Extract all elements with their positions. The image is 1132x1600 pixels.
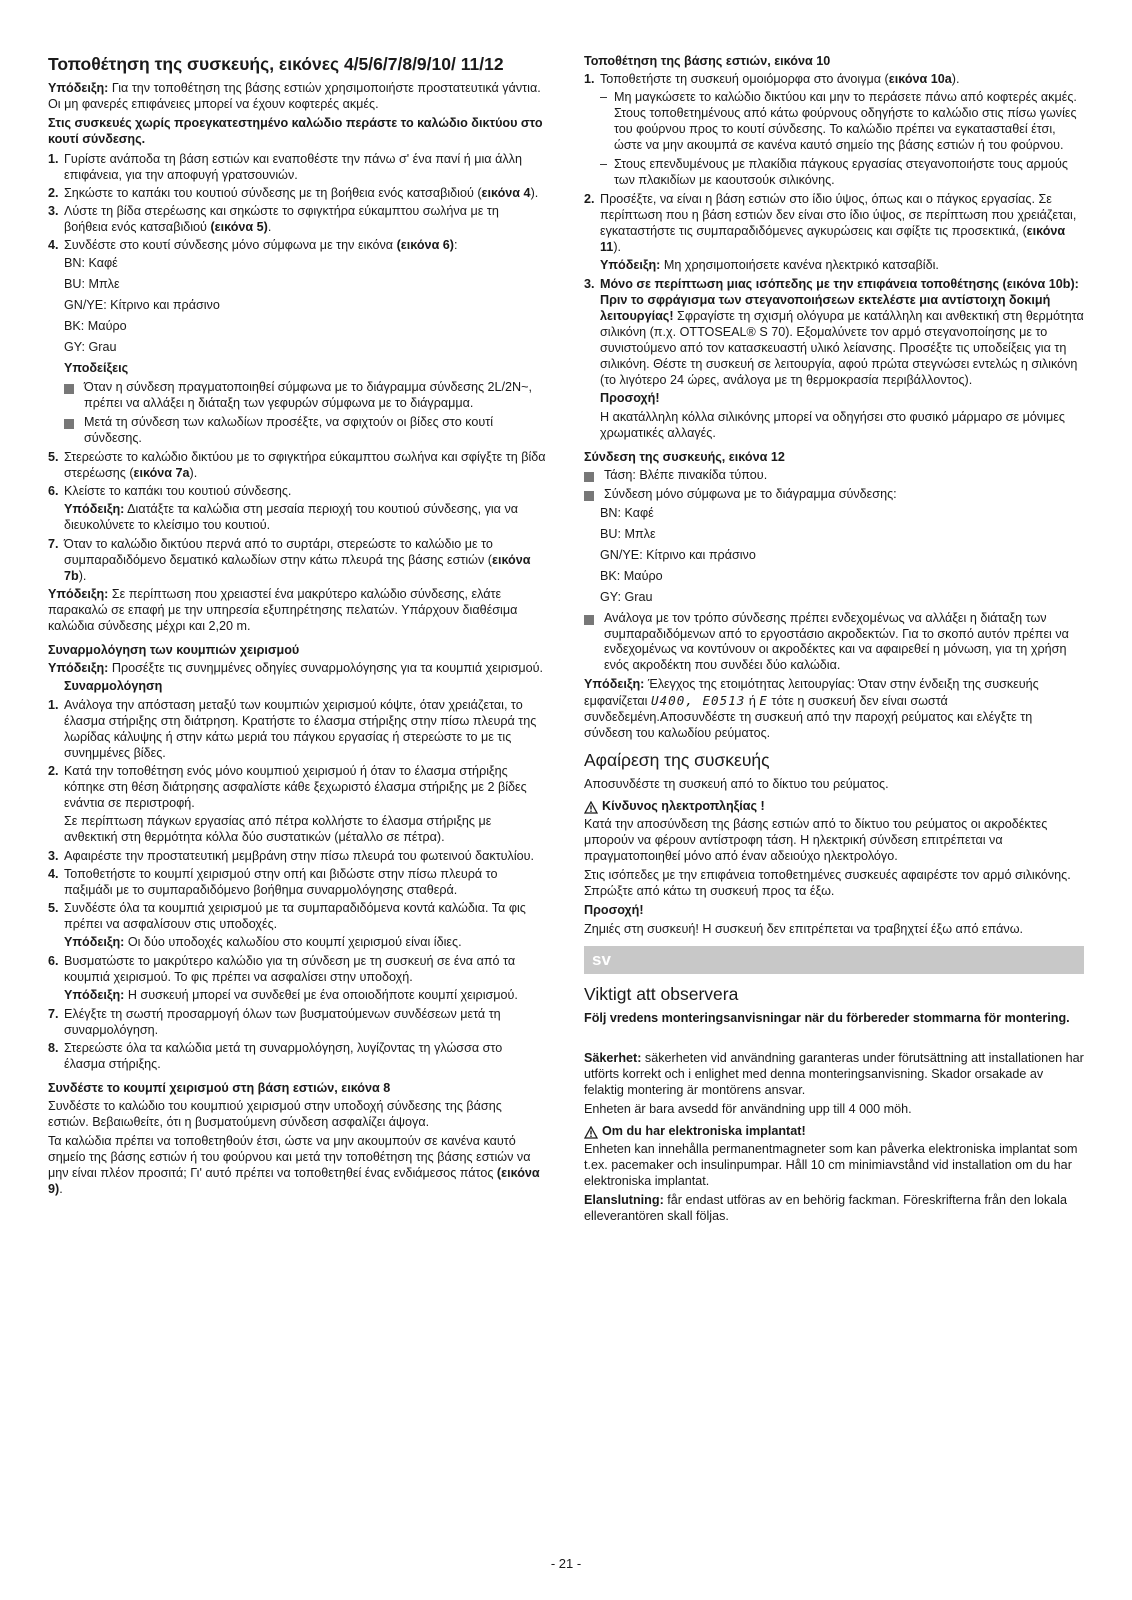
step-6: 6. Κλείστε το καπάκι του κουτιού σύνδεσης. bbox=[48, 483, 292, 498]
wire-item: GN/YE: Κίτρινο και πράσινο bbox=[64, 297, 220, 312]
base-step-2: 2. Προσέξτε, να είναι η βάση εστιών στο ίδιο ύψος, όπως και ο πάγκος εργασίας. Σε περίπτωση που η βάση εστιών δεν είναι στο ίδιο ύψος, σε περίπτωση που χρειάζεται, εγκαταστήστε τις συμπαραδιδόμενες αγκυρώσεις και σφίξτε τις προσεκτικά, (εικόνα 11). bbox=[584, 191, 1077, 254]
step-3: 3. Λύστε τη βίδα στερέωσης και σηκώστε το σφιγκτήρα εύκαμπτου σωλήνα με τη βοήθεια ενός κατσαβιδιού (εικόνα 5). bbox=[48, 203, 499, 234]
assembly-step-8: 8. Στερεώστε όλα τα καλώδια μετά τη συναρμολόγηση, λυγίζοντας τη γλώσσα στο έλασμα στήριξης. bbox=[48, 1041, 503, 1072]
error-e-display: E bbox=[759, 693, 768, 709]
square-bullet-icon bbox=[64, 384, 74, 394]
language-bar-sv: sv bbox=[584, 946, 1084, 974]
dash-item: – Μη μαγκώσετε το καλώδιο δικτύου και μην το περάσετε πάνω από κοφτερές ακμές. Στους τοποθετημένους από κάτω φούρνους οδηγήστε το καλώδιο στις πίσω γωνίες του φούρνου προς το κουτί σύνδεσης. Το καλώδιο πρέπει να εγκατασταθεί έτσι, ώστε να μην ακουμπά σε κανένα καυτό σημείο της βάσης εστιών ή του φούρνου. bbox=[600, 89, 1077, 152]
heading-base-install: Τοποθέτηση της βάσης εστιών, εικόνα 10 bbox=[584, 54, 831, 68]
assembly-step-1: 1. Ανάλογα την απόσταση μεταξύ των κουμπιών χειρισμού κόψτε, όταν χρειάζεται, το έλασμα στήριξης στη διάτρηση. Κρατήστε το έλασμα στήριξης στην πίσω πλευρά της λωρίδας κάλυψης ή στην κάτω μεριά του πάγκου εργασίας ή στερεώστε το με τις συνημμένες βίδες. bbox=[48, 698, 537, 761]
assembly-step-5: 5. Συνδέστε όλα τα κουμπιά χειρισμού με τα συμπαραδιδόμενα κοντά καλώδια. Τα φις πρέπει να ασφαλίσουν στις υποδοχές. bbox=[48, 901, 526, 932]
sv-title: Viktigt att observera bbox=[584, 984, 739, 1005]
warning-triangle-icon bbox=[584, 801, 598, 814]
bold-intro: Στις συσκευές χωρίς προεγκατεστημένο καλώδιο περάστε το καλώδιο δικτύου στο κουτί σύνδεσης. bbox=[48, 115, 543, 146]
wire-colors-right bbox=[584, 506, 1084, 606]
sv-altitude: Enheten är bara avsedd för användning upp till 4 000 möh. bbox=[584, 1102, 912, 1117]
note-bullet: Μετά τη σύνδεση των καλωδίων προσέξτε, να σφιχτούν οι βίδες στο κουτί σύνδεσης. bbox=[48, 415, 546, 447]
sv-bold-intro: Följ vredens monteringsanvisningar när du förbereder stommarna för montering. bbox=[584, 1011, 1070, 1026]
assembly-step-4: 4. Τοποθετήστε το κουμπί χειρισμού στην οπή και βιδώστε στην πίσω πλευρά το παξιμάδι με το συμπαραδιδόμενο βοήθημα συναρμολόγησης σταθερά. bbox=[48, 867, 498, 898]
heading-control-knobs: Συναρμολόγηση των κουμπιών χειρισμού bbox=[48, 642, 300, 657]
square-bullet-icon bbox=[584, 615, 594, 625]
wire-item: BK: Μαύρο bbox=[64, 318, 127, 333]
step-6-note: Υπόδειξη: Διατάξτε τα καλώδια στη μεσαία περιοχή του κουτιού σύνδεσης, για να διευκολύνετε το κλείσιμο του κουτιού. bbox=[64, 501, 519, 532]
step-4: 4. Συνδέστε στο κουτί σύνδεσης μόνο σύμφωνα με την εικόνα (εικόνα 6): bbox=[48, 237, 458, 252]
base-step-1: 1. Τοποθετήστε τη συσκευή ομοιόμορφα στο άνοιγμα (εικόνα 10a). bbox=[584, 71, 960, 86]
note-longer-cable: Υπόδειξη: Σε περίπτωση που χρειαστεί ένα μακρύτερο καλώδιο σύνδεσης, ελάτε παρακαλώ σε επαφή με την υπηρεσία εξυπηρέτησης πελατών. Υπάρχουν διαθέσιμα καλώδια σύνδεσης μέχρι και 2,20 m. bbox=[48, 586, 518, 633]
heading-remove-appliance: Αφαίρεση της συσκευής bbox=[584, 750, 770, 771]
assembly-step-6-note: Υπόδειξη: Η συσκευή μπορεί να συνδεθεί με ένα οποιοδήποτε κουμπί χειρισμού. bbox=[64, 988, 518, 1003]
warning-triangle-icon bbox=[584, 1126, 598, 1139]
dash-item: – Στους επενδυμένους με πλακίδια πάγκους εργασίας στεγανοποιήστε τους αρμούς των πλακιδίων με καουτσούκ σιλικόνης. bbox=[600, 156, 1068, 187]
wire-item: BK: Μαύρο bbox=[600, 568, 663, 583]
notes-title: Υποδείξεις bbox=[64, 360, 129, 375]
wire-item: BU: Μπλε bbox=[600, 526, 656, 541]
connect-bullet: Ανάλογα με τον τρόπο σύνδεσης πρέπει ενδεχομένως να αλλάξει η διάταξη των συμπαραδιδόμενων από το εργοστάσιο ακροδεκτών. Για το σκοπό αυτόν πρέπει να ενδεχομένως να κοντύνουν οι ακροδέκτες και να αφαιρεθεί η μόνωση, για τη χρήση ενός ακροδέκτη που συνδέει δύο καλώδια. bbox=[584, 611, 1084, 675]
base-step-3: 3. Μόνο σε περίπτωση μιας ισόπεδης με την επιφάνεια τοποθέτησης (εικόνα 10b): Πριν το σφράγισμα των στεγανοποιήσεων εκτελέστε μια αντίστοιχη δοκιμή λειτουργίας! Σφραγίστε τη σχισμή ολόγυρα με κατάλληλη και ανθεκτική στη θερμότητα σιλικόνη (π.χ. OTTOSEAL® S 70). Εξομαλύνετε τον αρμό στεγανοποίησης με το συνιστούμενο από τον κατασκευαστή υλικό λείανσης. Προσέξτε τις υποδείξεις για τη σιλικόνη. Θέστε τη συσκευή σε λειτουργία, αφού πρώτα στεγνώσει εντελώς η σιλικόνη (το λιγότερο 24 ώρες, ανάλογα με τη θερμοκρασία περιβάλλοντος). bbox=[584, 276, 1084, 387]
connect-knob-text: Συνδέστε το καλώδιο του κουμπιού χειρισμού στην υποδοχή σύνδεσης της βάσης εστιών. Βεβαιωθείτε, ότι η βυσματούμενη σύνδεση ασφαλίζει άψογα. bbox=[48, 1099, 502, 1130]
flush-remove-text: Στις ισόπεδες με την επιφάνεια τοποθετημένες συσκευές αφαιρέστε τον αρμό σιλικόνης. Σπρώξτε από κάτω τη συσκευή προς τα έξω. bbox=[584, 868, 1071, 899]
error-code-display: U400, E0513 bbox=[650, 693, 746, 709]
section-title-installation: Τοποθέτηση της συσκευής, εικόνες 4/5/6/7/8/9/10/ 11/12 bbox=[48, 54, 504, 74]
note-bullet: Όταν η σύνδεση πραγματοποιηθεί σύμφωνα με το διάγραμμα σύνδεσης 2L/2N~, πρέπει να αλλάξει η διάταξη των γεφυρών σύμφωνα με το διάγραμμα. bbox=[48, 380, 546, 412]
assembly-step-7: 7. Ελέγξτε τη σωστή προσαρμογή όλων των βυσματούμενων συνδέσεων μετά τη συναρμολόγηση. bbox=[48, 1007, 501, 1038]
base-step-2-note: Υπόδειξη: Μη χρησιμοποιήσετε κανένα ηλεκτρικό κατσαβίδι. bbox=[600, 257, 939, 272]
step-1: 1. Γυρίστε ανάποδα τη βάση εστιών και εναποθέστε την πάνω σ' ένα πανί ή μια άλλη επιφάνεια, για την αποφυγή γρατσουνιών. bbox=[48, 151, 522, 182]
left-column bbox=[48, 54, 546, 1201]
sv-safety: Säkerhet: säkerheten vid användning garanteras under förutsättning att installationen har utförts korrekt och i enlighet med denna monteringsanvisning. Skador orsakade av felaktig montering är montörens ansvar. bbox=[584, 1051, 1084, 1098]
step-5: 5. Στερεώστε το καλώδιο δικτύου με το σφιγκτήρα εύκαμπτου σωλήνα και σφίγξτε τη βίδα στερέωσης (εικόνα 7a). bbox=[48, 449, 546, 480]
sv-warning-text: Enheten kan innehålla permanentmagneter som kan påverka elektroniska implantat som t.ex. pacemaker och insulinpumpar. Håll 10 cm minimiavstånd vid installation om du har elektroniska implantat. bbox=[584, 1142, 1078, 1189]
step-2: 2. Σηκώστε το καπάκι του κουτιού σύνδεσης με τη βοήθεια ενός κατσαβιδιού (εικόνα 4). bbox=[48, 185, 539, 200]
caution-text: Η ακατάλληλη κόλλα σιλικόνης μπορεί να οδηγήσει στο φυσικό μάρμαρο σε μόνιμες χρωματικές αλλαγές. bbox=[600, 409, 1065, 440]
wire-item: BN: Καφέ bbox=[64, 255, 118, 270]
connect-bullet: Σύνδεση μόνο σύμφωνα με το διάγραμμα σύνδεσης: bbox=[584, 487, 1084, 503]
danger-text: Κατά την αποσύνδεση της βάσης εστιών από το δίκτυο του ρεύματος οι ακροδέκτες μπορούν να φέρουν αντίστροφη τάση. Η ηλεκτρική σύνδεση επιτρέπεται να πραγματοποιηθεί μόνο από έναν αδειούχο ηλεκτρολόγο. bbox=[584, 817, 1048, 864]
sv-electrical: Elanslutning: får endast utföras av en behörig fackman. Föreskrifterna från den lokala elleverantören skall följas. bbox=[584, 1193, 1067, 1224]
step-7: 7. Όταν το καλώδιο δικτύου περνά από το συρτάρι, στερεώστε το καλώδιο με το συμπαραδιδόμενο δεματικό καλωδίων στην κάτω πλευρά της βάσης εστιών (εικόνα 7b). bbox=[48, 536, 531, 583]
assembly-step-3: 3. Αφαιρέστε την προστατευτική μεμβράνη στην πίσω πλευρά του φωτεινού δακτυλίου. bbox=[48, 849, 535, 864]
square-bullet-icon bbox=[584, 491, 594, 501]
assembly-step-2-extra: Σε περίπτωση πάγκων εργασίας από πέτρα κολλήστε το έλασμα στήριξης με ανθεκτική στη θερμότητα κόλλα δύο συστατικών (μέταλλο σε πέτρα). bbox=[64, 814, 492, 845]
note-knob-instructions: Υπόδειξη: Προσέξτε τις συνημμένες οδηγίες συναρμολόγησης για τα κουμπιά χειρισμού. bbox=[48, 660, 544, 675]
sv-warning-title: Om du har elektroniska implantat! bbox=[584, 1124, 1084, 1140]
square-bullet-icon bbox=[64, 419, 74, 429]
wire-item: GN/YE: Κίτρινο και πράσινο bbox=[600, 547, 756, 562]
caution2-title: Προσοχή! bbox=[584, 903, 644, 918]
note-gloves: Υπόδειξη: Για την τοποθέτηση της βάσης εστιών χρησιμοποιήστε προστατευτικά γάντια. Οι μη φανερές επιφάνειες μπορεί να έχουν κοφτερές ακμές. bbox=[48, 81, 541, 111]
wire-item: GY: Grau bbox=[600, 589, 653, 604]
wire-item: BU: Μπλε bbox=[64, 276, 120, 291]
heading-connect-knob: Συνδέστε το κουμπί χειρισμού στη βάση εστιών, εικόνα 8 bbox=[48, 1081, 391, 1096]
right-column bbox=[584, 54, 1084, 1228]
assembly-step-6: 6. Βυσματώστε το μακρύτερο καλώδιο για τη σύνδεση με τη συσκευή σε ένα από τα κουμπιά χειρισμού. Το φις πρέπει να ασφαλίσει στην υποδοχή. bbox=[48, 954, 516, 985]
heading-connect-appliance: Σύνδεση της συσκευής, εικόνα 12 bbox=[584, 449, 785, 464]
danger-title: Κίνδυνος ηλεκτροπληξίας ! bbox=[584, 799, 1084, 815]
connect-bullet: Τάση: Βλέπε πινακίδα τύπου. bbox=[584, 468, 1084, 484]
square-bullet-icon bbox=[584, 472, 594, 482]
remove-text: Αποσυνδέστε τη συσκευή από το δίκτυο του ρεύματος. bbox=[584, 777, 889, 792]
wire-item: GY: Grau bbox=[64, 339, 117, 354]
caution-title: Προσοχή! bbox=[600, 390, 660, 405]
assembly-title: Συναρμολόγηση bbox=[64, 679, 163, 694]
cables-routing-text: Τα καλώδια πρέπει να τοποθετηθούν έτσι, ώστε να μην ακουμπούν σε κανένα καυτό σημείο της βάσης εστιών ή του φούρνου και μετά την τοποθέτηση της βάσης εστιών να μην είναι πλέον προσιτά; Γι' αυτό πρέπει να τοποθετηθεί ένας ενδιάμεσος πάτος (εικόνα 9). bbox=[48, 1134, 540, 1197]
wire-item: BN: Καφέ bbox=[600, 505, 654, 520]
assembly-step-2: 2. Κατά την τοποθέτηση ενός μόνο κουμπιού χειρισμού ή όταν το έλασμα στήριξης κόπηκε στη θέση διάτρησης ασφαλίστε κάθε ξεχωριστό έλασμα στήριξης με 2 βίδες ενάντια σε περιστροφή. bbox=[48, 764, 527, 811]
caution2-text: Ζημιές στη συσκευή! Η συσκευή δεν επιτρέπεται να τραβηχτεί έξω από επάνω. bbox=[584, 922, 1024, 937]
page-number: - 21 - bbox=[550, 1556, 582, 1571]
wire-colors-left bbox=[48, 256, 546, 356]
assembly-step-5-note: Υπόδειξη: Οι δύο υποδοχές καλωδίου στο κουμπί χειρισμού είναι ίδιες. bbox=[64, 935, 462, 950]
ready-check-note: Υπόδειξη: Έλεγχος της ετοιμότητας λειτουργίας: Όταν στην ένδειξη της συσκευής εμφανίζεται U400, E0513 ή E τότε η συσκευή δεν είναι σωστά συνδεδεμένη.Αποσυνδέστε τη συσκευή από την παροχή ρεύματος και ελέγξτε τη σύνδεση του καλωδίου ρεύματος. bbox=[584, 677, 1039, 741]
